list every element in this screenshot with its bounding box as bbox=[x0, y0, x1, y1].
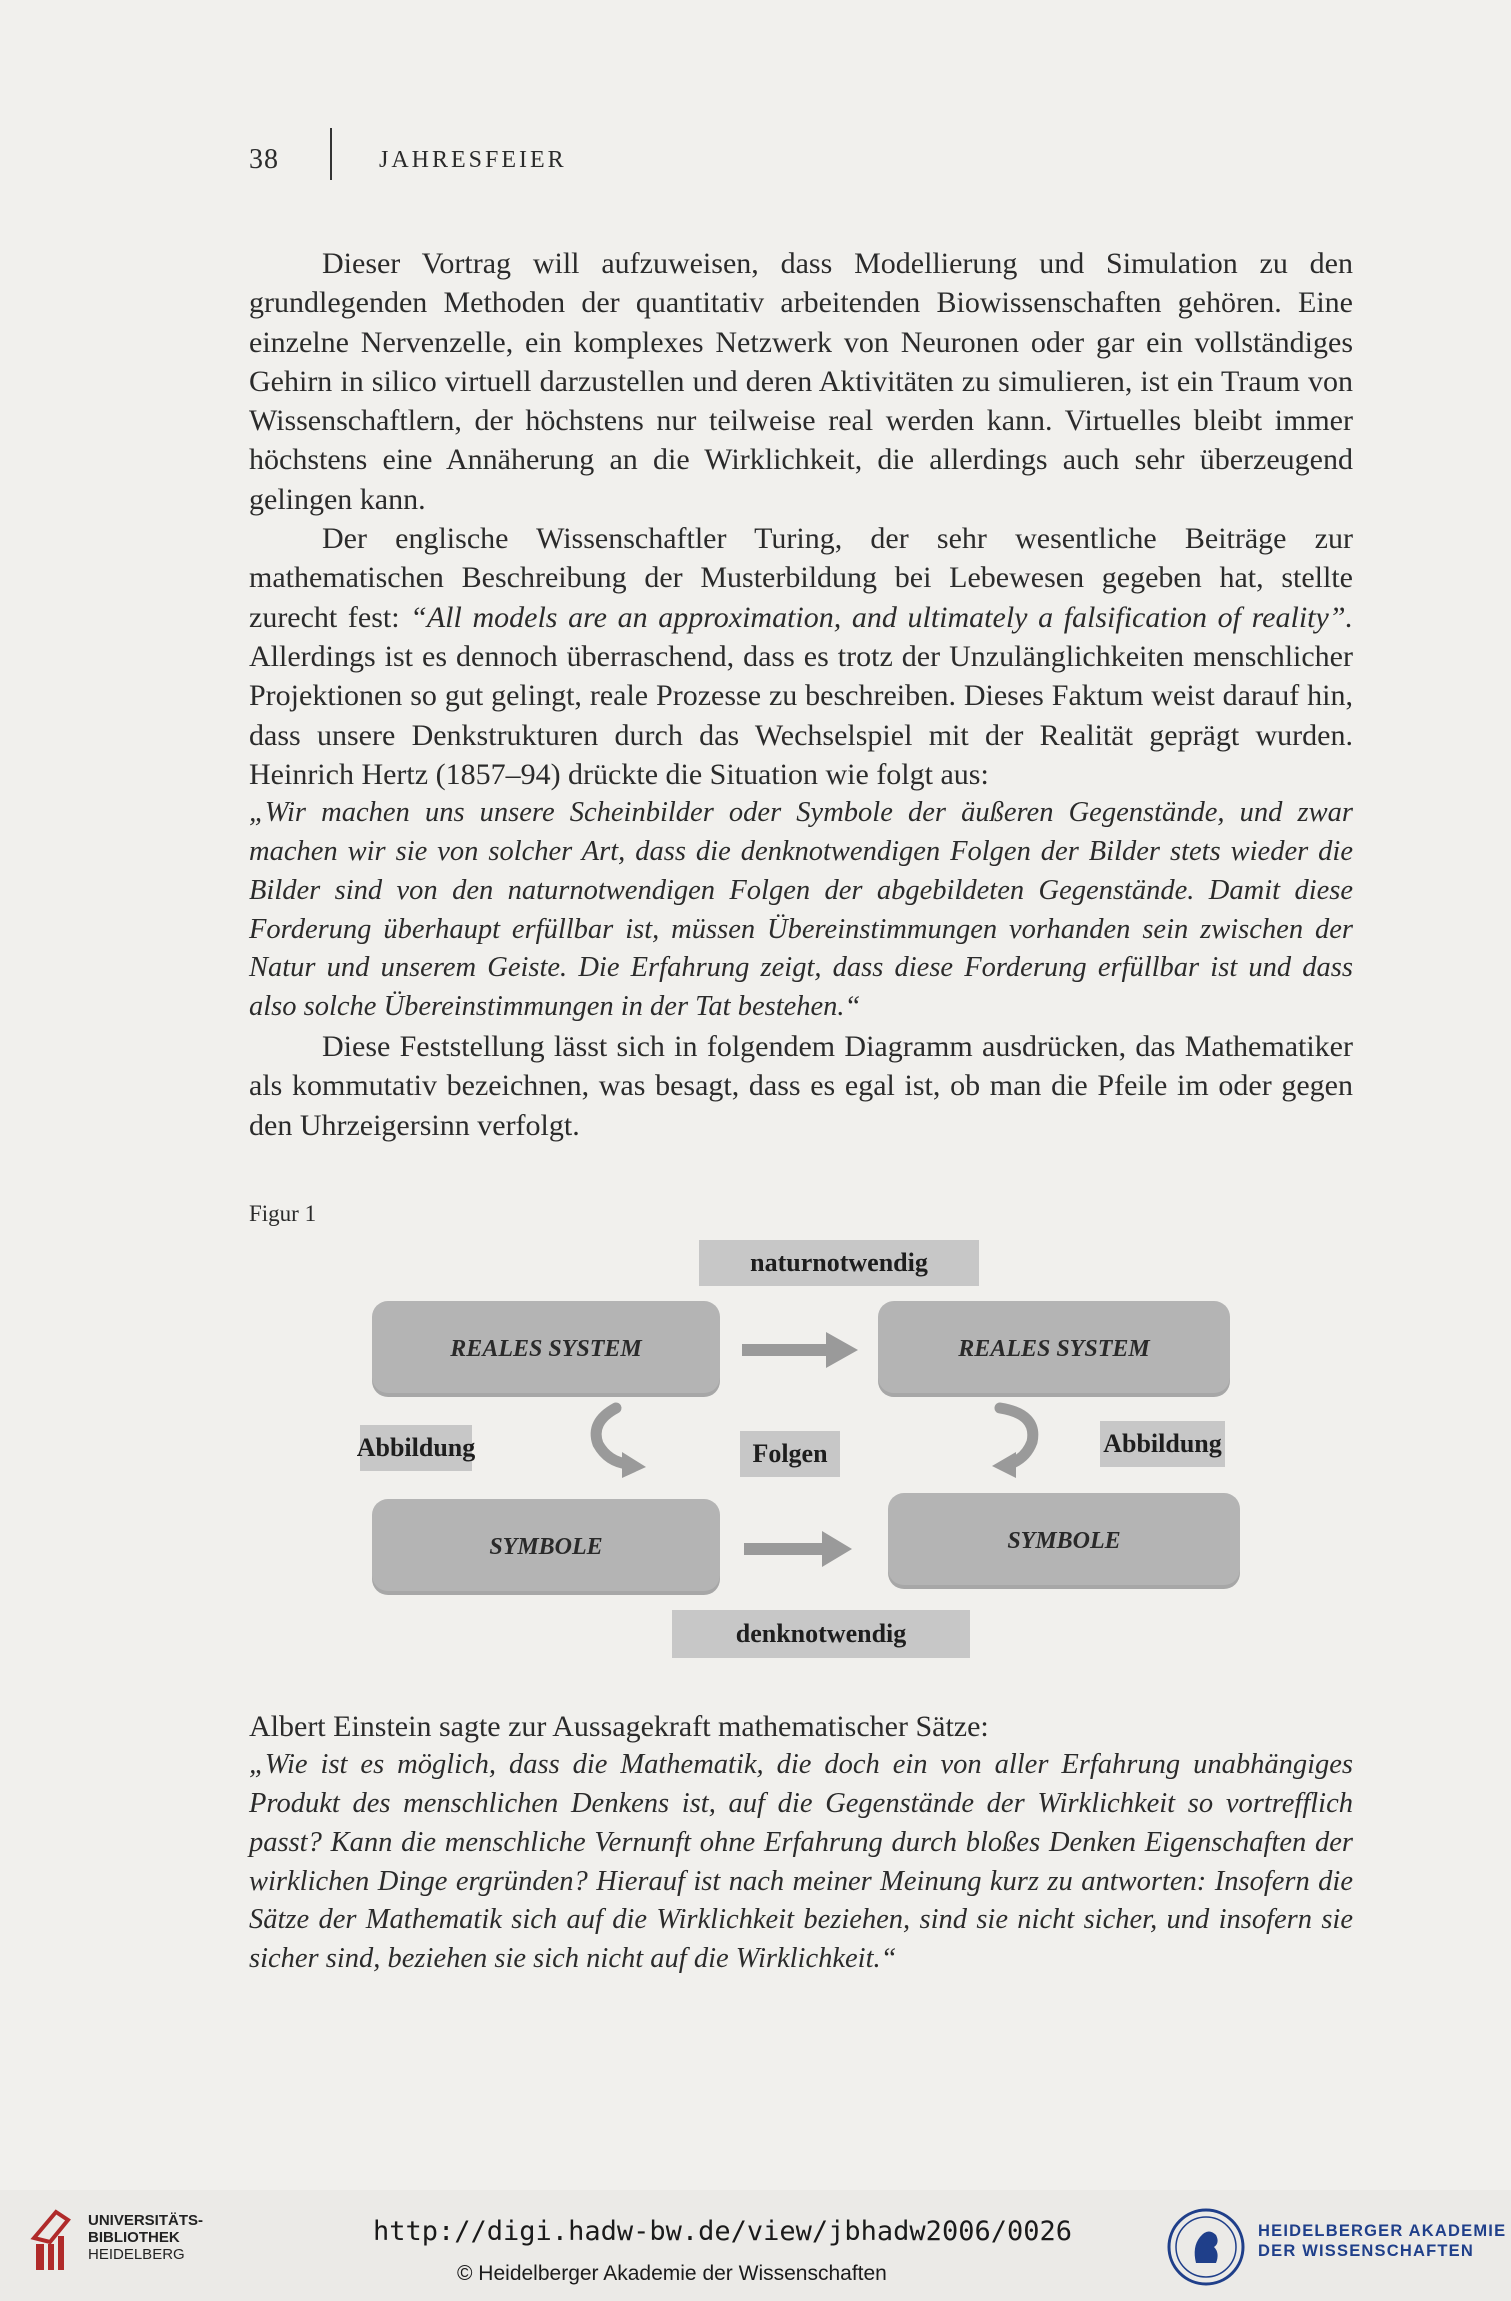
label-abbildung-left: Abbildung bbox=[360, 1425, 472, 1471]
paragraph-turing bbox=[249, 519, 1353, 794]
turing-quote: “All models are an approximation, and ultimately a falsification of reality”. bbox=[410, 600, 1353, 634]
paragraph-intro: Dieser Vortrag will aufzuweisen, dass Modellierung und Simulation zu den grundlegenden Methoden der quantitativ arbeitenden Biowissenschaften gehören. Eine einzelne Nervenzelle, ein komplexes Netzwerk von Neuronen oder gar ein vollständiges Gehirn in silico virtuell darzustellen und deren Aktivitäten zu simulieren, ist ein Traum von Wissenschaftlern, der höchstens nur teilweise real werden kann. Virtuelles bleibt immer höchstens eine Annäherung an die Wirklichkeit, die allerdings auch sehr überzeugend gelingen kann. bbox=[249, 247, 1353, 516]
figure-label: Figur 1 bbox=[249, 1201, 317, 1226]
commutative-diagram bbox=[356, 1235, 1260, 1675]
main-text bbox=[249, 244, 1353, 1145]
main-text-continued bbox=[249, 1707, 1353, 1979]
turing-text-after: Allerdings ist es dennoch überraschend, dass es trotz der Unzulänglichkeiten menschlicher Projektionen so gut gelingt, reale Prozesse zu beschreiben. Dieses Faktum weist darauf hin, dass unsere Denkstrukturen durch das Wechselspiel mit der Realität geprägt wurden. Heinrich Hertz (1857–94) drückte die Situation wie folgt aus: bbox=[249, 639, 1353, 791]
library-line-1: UNIVERSITÄTS- bbox=[88, 2212, 204, 2229]
academy-line-2: DER WISSENSCHAFTEN bbox=[1258, 2242, 1474, 2260]
university-library-logo-icon bbox=[30, 2208, 76, 2276]
curved-arrow-left-icon bbox=[576, 1400, 656, 1480]
node-reales-system-left: REALES SYSTEM bbox=[372, 1301, 720, 1397]
permalink-url[interactable]: http://digi.hadw-bw.de/view/jbhadw2006/0026 bbox=[373, 2216, 1072, 2247]
academy-name bbox=[1258, 2221, 1506, 2261]
university-library-name bbox=[88, 2212, 203, 2263]
label-denknotwendig: denknotwendig bbox=[672, 1610, 970, 1658]
library-line-2: BIBLIOTHEK bbox=[88, 2229, 180, 2246]
curved-arrow-right-icon bbox=[978, 1400, 1058, 1480]
einstein-quote: „Wie ist es möglich, dass die Mathematik, die doch ein von aller Erfahrung unabhängiges Produkt des menschlichen Denkens ist, auf die Gegenstände der Wirklichkeit so vortrefflich passt? Kann die menschliche Vernunft ohne Erfahrung durch bloßes Denken Eigenschaften der wirklichen Dinge ergründen? Hierauf ist nach meiner Meinung kurz zu antworten: Insofern die Sätze der Mathematik sich auf die Wirklichkeit beziehen, sind sie nicht sicher, und insofern sie sicher sind, beziehen sie sich nicht auf die Wirklichkeit.“ bbox=[249, 1749, 1353, 1975]
running-title: JAHRESFEIER bbox=[379, 147, 567, 173]
academy-seal-icon bbox=[1166, 2207, 1246, 2287]
turing-text-before: Der englische Wissenschaftler Turing, der sehr wesentliche Beiträge zur mathematischen Beschreibung der Musterbildung bei Lebewesen gegeben hat, stellte zurecht fest: bbox=[249, 522, 1353, 634]
paragraph-diagram-intro: Diese Feststellung lässt sich in folgendem Diagramm ausdrücken, das Mathematiker als kommutativ bezeichnen, was besagt, dass es egal ist, ob man die Pfeile im oder gegen den Uhrzeigersinn verfolgt. bbox=[249, 1029, 1353, 1142]
arrow-right-top-icon bbox=[742, 1330, 860, 1370]
label-naturnotwendig: naturnotwendig bbox=[699, 1240, 979, 1286]
arrow-right-bottom-icon bbox=[744, 1531, 854, 1567]
academy-line-1: HEIDELBERGER AKADEMIE bbox=[1258, 2222, 1507, 2240]
node-symbole-left: SYMBOLE bbox=[372, 1499, 720, 1595]
hertz-quote: „Wir machen uns unsere Scheinbilder oder Symbole der äußeren Gegenstände, und zwar machen wir sie von solcher Art, dass die denknotwendigen Folgen der Bilder stets wieder die Bilder sind von den naturnotwendigen Folgen der abgebildeten Gegenstände. Damit diese Forderung überhaupt erfüllbar ist, müssen Übereinstimmungen vorhanden sein zwischen der Natur und unserem Geiste. Die Erfahrung zeigt, dass diese Forderung erfüllbar ist und dass also solche Übereinstimmungen in der Tat bestehen.“ bbox=[249, 797, 1353, 1023]
node-reales-system-right: REALES SYSTEM bbox=[878, 1301, 1230, 1397]
copyright-notice: © Heidelberger Akademie der Wissenschaften bbox=[457, 2262, 887, 2285]
page-number: 38 bbox=[249, 144, 279, 175]
label-folgen: Folgen bbox=[740, 1431, 840, 1477]
node-symbole-right: SYMBOLE bbox=[888, 1493, 1240, 1589]
footer-bar bbox=[0, 2190, 1511, 2301]
paragraph-einstein: Albert Einstein sagte zur Aussagekraft mathematischer Sätze: bbox=[249, 1710, 989, 1743]
library-line-3: HEIDELBERG bbox=[88, 2246, 185, 2263]
header-divider bbox=[330, 128, 332, 180]
label-abbildung-right: Abbildung bbox=[1100, 1421, 1225, 1467]
